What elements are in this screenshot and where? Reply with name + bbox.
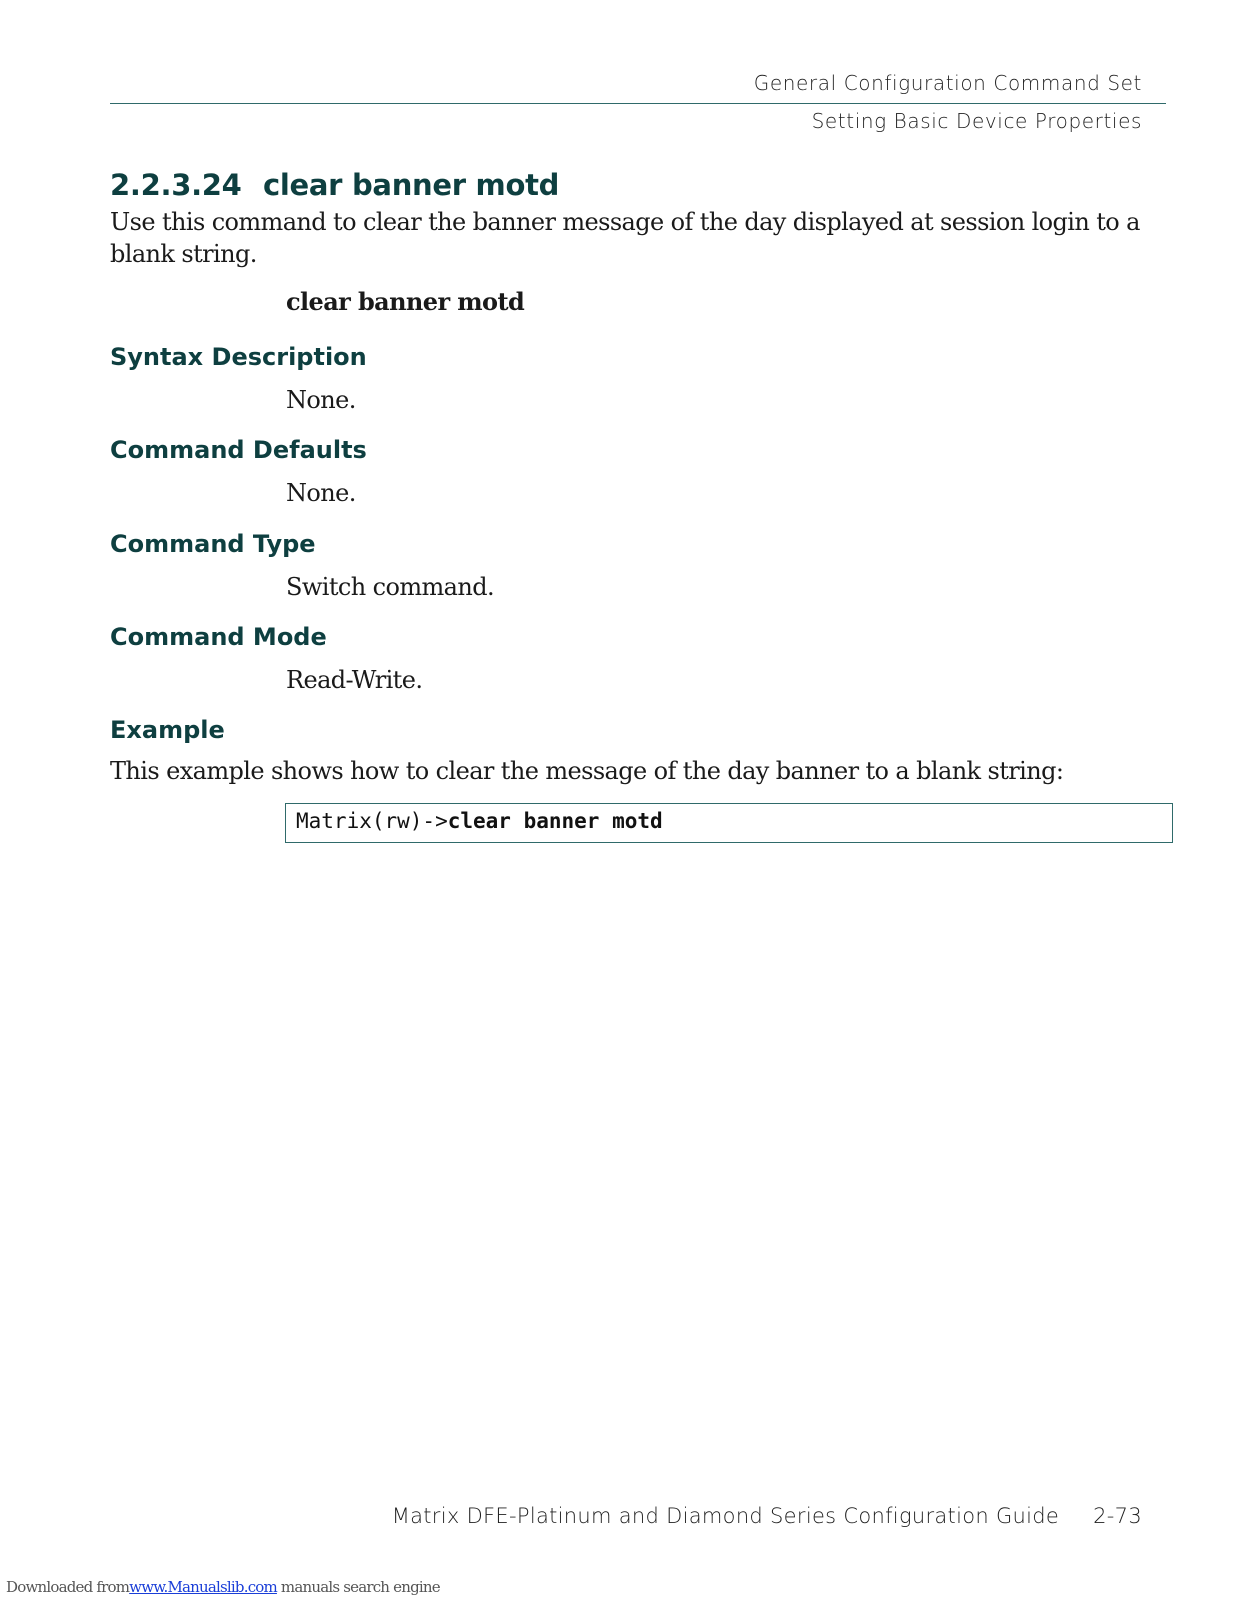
cli-command: clear banner motd (447, 809, 663, 833)
running-header-chapter: General Configuration Command Set (753, 71, 1142, 95)
command-defaults-text: None. (286, 479, 356, 507)
section-title (110, 168, 559, 202)
example-description: This example shows how to clear the message of the day banner to a blank string: (110, 757, 1064, 785)
running-header-section: Setting Basic Device Properties (811, 109, 1142, 133)
command-mode-heading: Command Mode (110, 623, 327, 651)
footer-title: Matrix DFE-Platinum and Diamond Series Configuration Guide (391, 1504, 1060, 1528)
header-rule (110, 103, 1166, 104)
syntax-description-text: None. (286, 386, 356, 414)
page-number: 2-73 (1093, 1504, 1142, 1528)
section-number: 2.2.3.24 (110, 168, 242, 202)
command-mode-text: Read-Write. (286, 666, 423, 694)
download-suffix: manuals search engine (276, 1578, 440, 1596)
example-heading: Example (110, 716, 225, 744)
manualslib-link[interactable]: www.Manualslib.com (129, 1578, 277, 1596)
syntax-description-heading: Syntax Description (110, 343, 367, 371)
cli-prompt: Matrix(rw)-> (296, 809, 448, 833)
page-footer (392, 1504, 1142, 1528)
download-note (6, 1578, 440, 1596)
command-defaults-heading: Command Defaults (110, 436, 367, 464)
download-prefix: Downloaded from (6, 1578, 130, 1596)
command-type-heading: Command Type (110, 530, 316, 558)
section-description: Use this command to clear the banner message of the day displayed at session login to a blank string. (110, 208, 1140, 268)
section-title-text: clear banner motd (263, 168, 560, 202)
command-type-text: Switch command. (286, 573, 494, 601)
command-syntax: clear banner motd (286, 287, 525, 316)
example-code-block (285, 803, 1173, 843)
